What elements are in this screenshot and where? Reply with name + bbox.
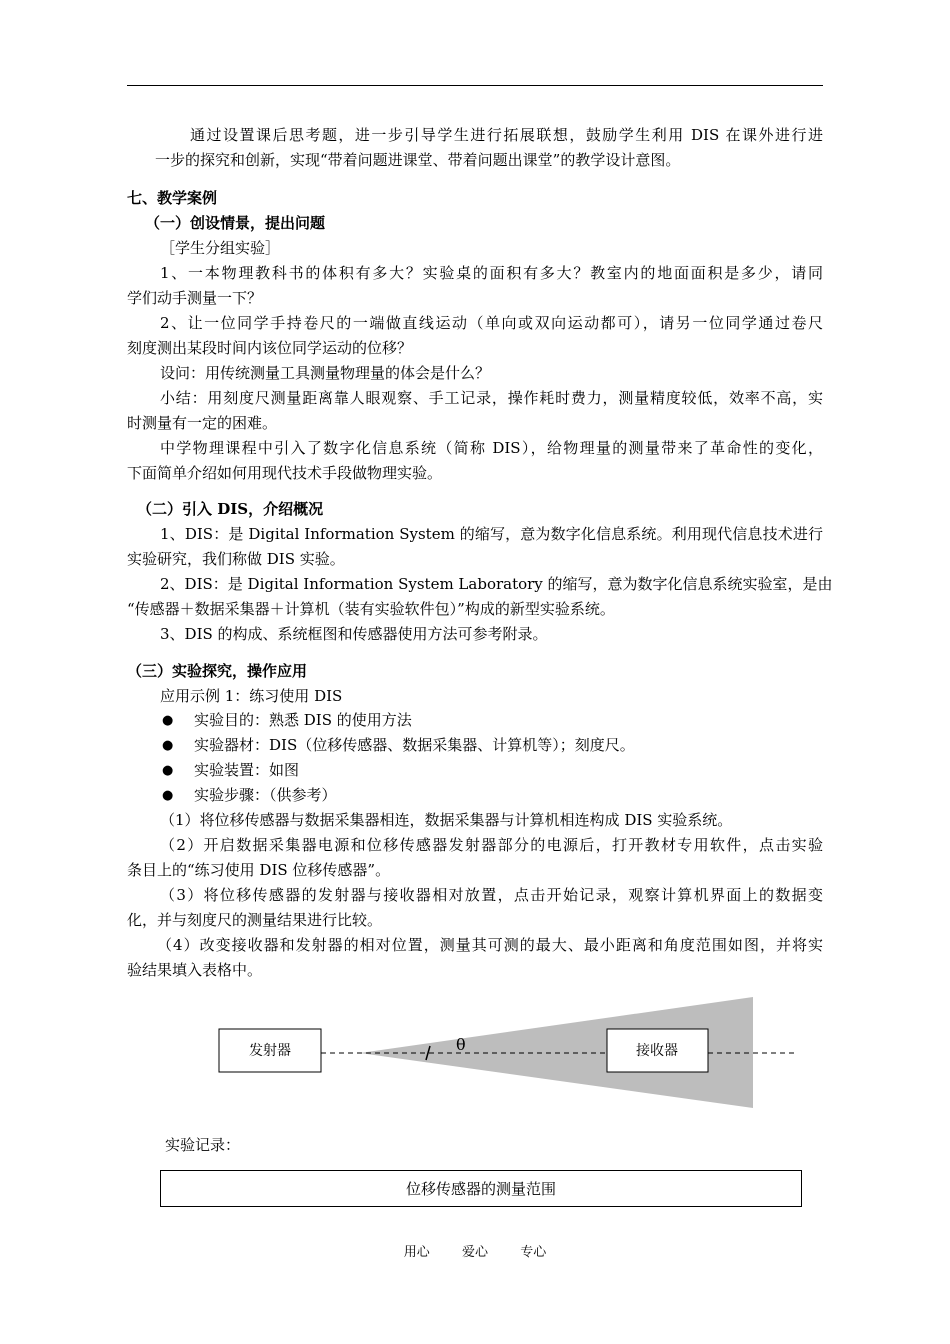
page-footer: 用心 爱心 专心 (403, 1245, 547, 1260)
question-2-line-2: 刻度测出某段时间内该位同学运动的位移？ (127, 339, 413, 357)
dis-def-2-line-2: “传感器＋数据采集器＋计算机（装有实验软件包）”构成的新型实验系统。 (127, 600, 615, 618)
step-4-line-1: （4）改变接收器和发射器的相对位置，测量其可测的最大、最小距离和角度范围如图，并将实 (157, 936, 823, 954)
receiver-label: 接收器 (636, 1043, 678, 1059)
emitter-label: 发射器 (249, 1043, 291, 1059)
dis-def-3: 3、DIS 的构成、系统框图和传感器使用方法可参考附录。 (160, 625, 548, 643)
bullet-dot-icon: ● (162, 788, 174, 803)
bullet-dot-icon: ● (162, 763, 174, 778)
sensor-diagram (210, 990, 810, 1120)
bullet-dot-icon: ● (162, 738, 174, 753)
dis-def-1-line-2: 实验研究，我们称做 DIS 实验。 (127, 550, 345, 568)
summary-line-2: 时测量有一定的困难。 (127, 414, 278, 432)
step-2-line-1: （2）开启数据采集器电源和位移传感器发射器部分的电源后，打开教材专用软件，点击实验 (160, 836, 823, 854)
bullet-equipment: 实验器材：DIS（位移传感器、数据采集器、计算机等）；刻度尺。 (194, 736, 635, 754)
question-1-line-2: 学们动手测量一下？ (127, 289, 263, 307)
dis-intro-line-2: 下面简单介绍如何用现代技术手段做物理实验。 (127, 464, 443, 482)
summary-line-1: 小结：用刻度尺测量距离靠人眼观察、手工记录，操作耗时费力，测量精度较低，效率不高，实 (160, 389, 823, 407)
dis-def-2-line-1: 2、DIS：是 Digital Information System Laboratory 的缩写，意为数字化信息系统实验室，是由 (160, 575, 833, 593)
step-3-line-2: 化，并与刻度尺的测量结果进行比较。 (127, 911, 383, 929)
record-table-header-text: 位移传感器的测量范围 (405, 1180, 556, 1198)
subsection-1-title: （一）创设情景，提出问题 (145, 214, 326, 232)
section-title: 七、教学案例 (127, 189, 218, 207)
subsection-2-title: （二）引入 DIS，介绍概况 (137, 500, 324, 518)
example-1-title: 应用示例 1：练习使用 DIS (160, 687, 343, 705)
step-1: （1）将位移传感器与数据采集器相连，数据采集器与计算机相连构成 DIS 实验系统。 (160, 811, 733, 829)
step-2-line-2: 条目上的“练习使用 DIS 位移传感器”。 (127, 861, 391, 879)
bullet-steps: 实验步骤：（供参考） (194, 786, 337, 804)
bullet-dot-icon: ● (162, 713, 174, 728)
step-3-line-1: （3）将位移传感器的发射器与接收器相对放置，点击开始记录，观察计算机界面上的数据变 (160, 886, 823, 904)
group-experiment-label: ［学生分组实验］ (160, 239, 281, 257)
record-table-header (160, 1170, 802, 1207)
record-label: 实验记录： (165, 1136, 241, 1154)
dis-def-1-line-1: 1、DIS：是 Digital Information System 的缩写，意为数字化信息系统。利用现代信息技术进行 (160, 525, 823, 543)
dis-intro-line-1: 中学物理课程中引入了数字化信息系统（简称 DIS），给物理量的测量带来了革命性的变化， (160, 439, 823, 457)
question-1-line-1: 1、一本物理教科书的体积有多大？实验桌的面积有多大？教室内的地面面积是多少，请同 (160, 264, 823, 282)
question-ask: 设问：用传统测量工具测量物理量的体会是什么？ (160, 364, 491, 382)
bullet-apparatus: 实验装置：如图 (194, 761, 300, 779)
subsection-3-title: （三）实验探究，操作应用 (127, 662, 308, 680)
intro-line-2: 一步的探究和创新，实现“带着问题进课堂、带着问题出课堂”的教学设计意图。 (155, 151, 681, 169)
header-rule (127, 85, 823, 86)
step-4-line-2: 验结果填入表格中。 (127, 961, 263, 979)
theta-label: θ (456, 1035, 466, 1054)
question-2-line-1: 2、让一位同学手持卷尺的一端做直线运动（单向或双向运动都可），请另一位同学通过卷尺 (160, 314, 823, 332)
intro-line-1: 通过设置课后思考题，进一步引导学生进行拓展联想，鼓励学生利用 DIS 在课外进行进 (190, 126, 823, 144)
bullet-purpose: 实验目的：熟悉 DIS 的使用方法 (194, 711, 412, 729)
